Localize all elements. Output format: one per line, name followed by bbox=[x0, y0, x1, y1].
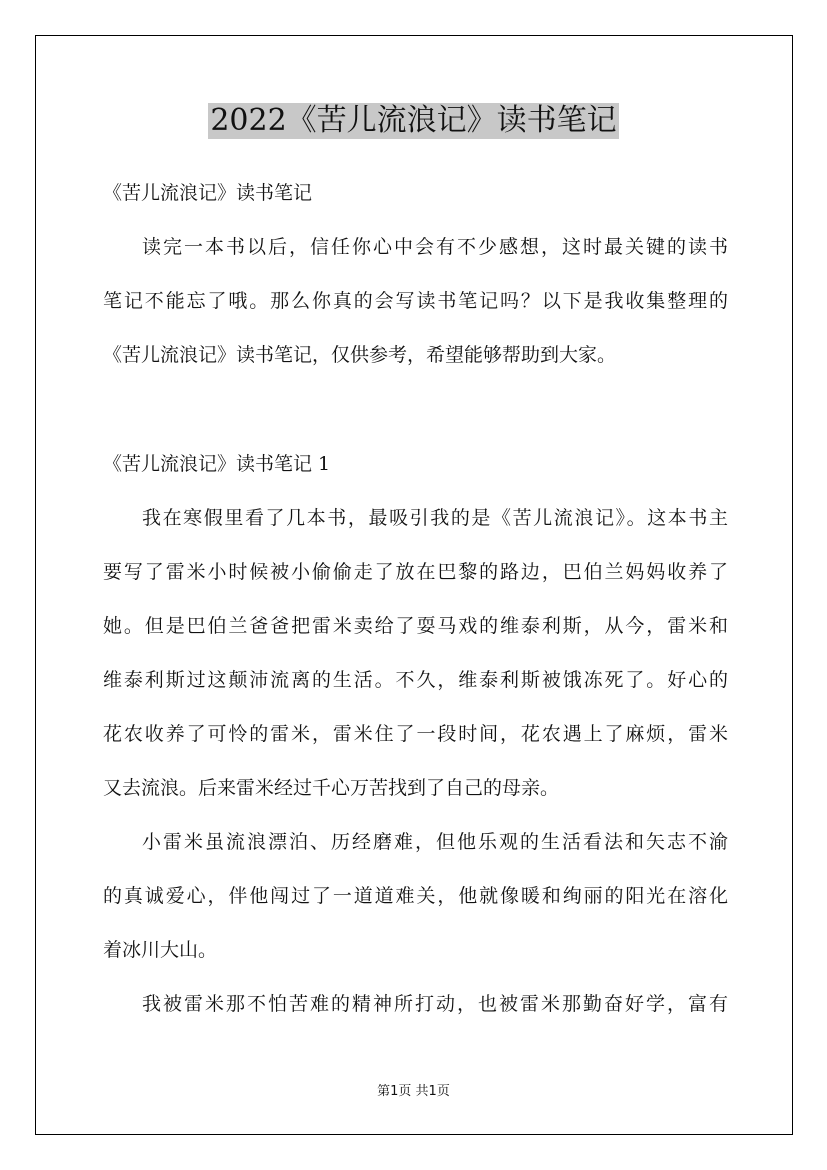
paragraph-line: 花农收养了可怜的雷米，雷米住了一段时间，花农遇上了麻烦，雷米 bbox=[103, 723, 728, 745]
intro-line: 读完一本书以后，信任你心中会有不少感想，这时最关键的读书 bbox=[142, 236, 728, 258]
paragraph-line: 着冰川大山。 bbox=[103, 939, 218, 961]
paragraph-line: 又去流浪。后来雷米经过千心万苦找到了自己的母亲。 bbox=[103, 777, 560, 799]
paragraph-line: 我在寒假里看了几本书，最吸引我的是《苦儿流浪记》。这本书主 bbox=[142, 507, 728, 529]
paragraph-line: 我被雷米那不怕苦难的精神所打动，也被雷米那勤奋好学，富有 bbox=[142, 993, 728, 1015]
paragraph-line: 的真诚爱心，伴他闯过了一道道难关，他就像暖和绚丽的阳光在溶化 bbox=[103, 885, 728, 907]
document-subtitle: 《苦儿流浪记》读书笔记 bbox=[103, 182, 313, 204]
paragraph-line: 要写了雷米小时候被小偷偷走了放在巴黎的路边，巴伯兰妈妈收养了 bbox=[103, 561, 728, 583]
section-heading: 《苦儿流浪记》读书笔记 1 bbox=[103, 453, 331, 475]
paragraph-line: 她。但是巴伯兰爸爸把雷米卖给了耍马戏的维泰利斯，从今，雷米和 bbox=[103, 615, 728, 637]
title-container bbox=[0, 103, 827, 139]
paragraph-line: 小雷米虽流浪漂泊、历经磨难，但他乐观的生活看法和矢志不渝 bbox=[142, 831, 728, 853]
page-footer: 第1页 共1页 bbox=[377, 1084, 450, 1099]
document-title: 2022《苦儿流浪记》读书笔记 bbox=[210, 103, 617, 138]
intro-line: 笔记不能忘了哦。那么你真的会写读书笔记吗？以下是我收集整理的 bbox=[103, 290, 728, 312]
intro-line: 《苦儿流浪记》读书笔记，仅供参考，希望能够帮助到大家。 bbox=[103, 344, 617, 366]
paragraph-line: 维泰利斯过这颠沛流离的生活。不久，维泰利斯被饿冻死了。好心的 bbox=[103, 669, 728, 691]
